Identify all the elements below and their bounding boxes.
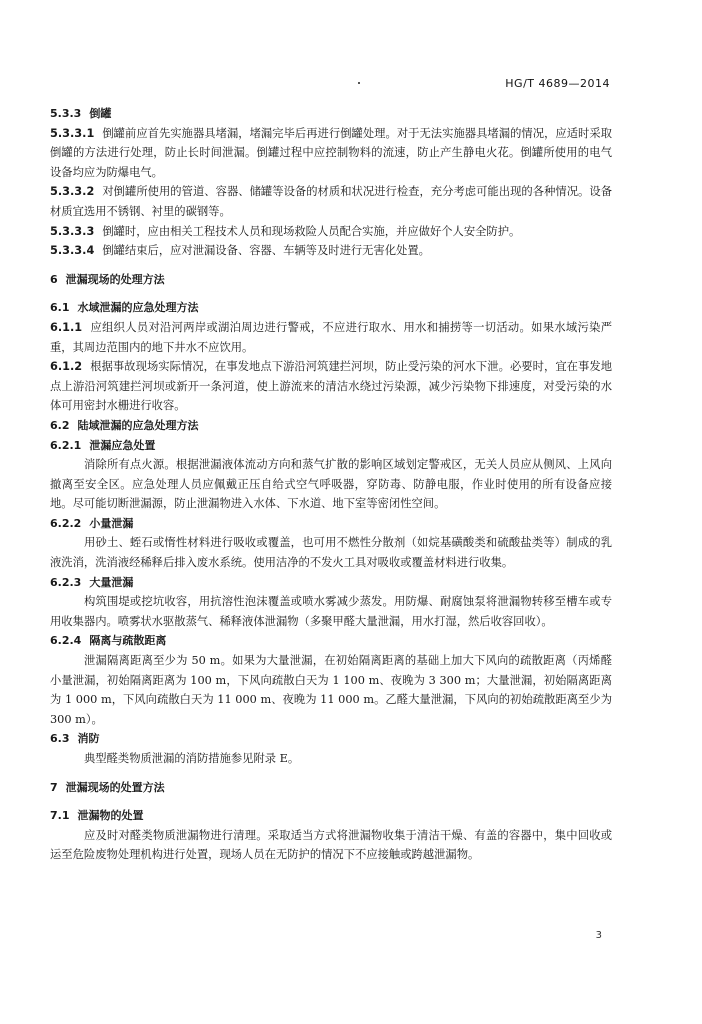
section-number: 6: [50, 272, 58, 286]
paragraph-text: 应组织人员对沿河两岸或湖泊周边进行警戒，不应进行取水、用水和捕捞等一切活动。如果水域污染严重，其周边范围内的地下井水不应饮用。: [50, 320, 612, 354]
paragraph: [50, 241, 612, 261]
section-heading: [50, 298, 612, 318]
section-number: 7.1: [50, 809, 70, 823]
section-number: 6.2.2: [50, 516, 82, 530]
paragraph-text: 倒罐结束后，应对泄漏设备、容器、车辆等及时进行无害化处置。: [102, 244, 430, 258]
paragraph: [50, 826, 612, 865]
paragraph: [50, 182, 612, 221]
section-heading: [50, 416, 612, 436]
section-heading: [50, 436, 612, 456]
paragraph: [50, 749, 612, 769]
section-heading: [50, 631, 612, 651]
section-number: 6.2.1: [50, 438, 82, 452]
paragraph-text: 消除所有点火源。根据泄漏液体流动方向和蒸气扩散的影响区域划定警戒区，无关人员应从侧风、上风向撤离至安全区。应急处理人员应佩戴正压自给式空气呼吸器，穿防毒、防静电服，作业时使用的所有设备应接地。尽可能切断泄漏源，防止泄漏物进入水体、下水道、地下室等密闭性空间。: [50, 458, 612, 511]
scan-speck: [358, 82, 360, 84]
section-gap: [50, 261, 612, 270]
paragraph-text: 泄漏隔离距离至少为 50 m。如果为大量泄漏，在初始隔离距离的基础上加大下风向的疏散距离（丙烯醛小量泄漏，初始隔离距离为 100 m，下风向疏散白天为 1 100 m、夜晚为 3 300 m；大量泄漏，初始隔离距离为 1 000 m，下风向疏散白天为 11 000 m、夜晚为 11 000 m。乙醛大量泄漏，下风向的初始疏散距离至少为 300 m）。: [50, 654, 612, 726]
clause-number: 5.3.3.3: [50, 224, 95, 238]
section-title: 大量泄漏: [89, 575, 134, 589]
paragraph-text: 应及时对醛类物质泄漏物进行清理。采取适当方式将泄漏物收集于清洁干燥、有盖的容器中，集中回收或运至危险废物处理机构进行处置，现场人员在无防护的情况下不应接触或跨越泄漏物。: [50, 828, 612, 862]
paragraph: [50, 592, 612, 631]
section-heading: [50, 778, 612, 798]
clause-number: 6.1.1: [50, 320, 83, 334]
paragraph: [50, 357, 612, 416]
paragraph: [50, 222, 612, 242]
section-title: 泄漏现场的处置方法: [65, 780, 165, 794]
section-title: 小量泄漏: [89, 516, 134, 530]
section-number: 6.2.3: [50, 575, 82, 589]
section-number: 5.3.3: [50, 107, 82, 120]
section-title: 消防: [77, 732, 100, 746]
section-title: 泄漏应急处置: [89, 438, 156, 452]
paragraph-text: 倒罐时，应由相关工程技术人员和现场救险人员配合实施，并应做好个人安全防护。: [102, 224, 521, 238]
section-number: 6.2: [50, 418, 70, 432]
paragraph-text: 根据事故现场实际情况，在事发地点下游沿河筑建拦河坝，防止受污染的河水下泄。必要时，宜在事发地点上游沿河筑建拦河坝或新开一条河道，使上游流来的清洁水绕过污染源，减少污染物下排速度，对受污染的水体可用密封水栅进行收容。: [50, 360, 612, 413]
clause-number: 5.3.3.4: [50, 244, 95, 258]
section-heading: [50, 270, 612, 290]
clause-number: 5.3.3.2: [50, 185, 95, 199]
paragraph-text: 用砂土、蛭石或惰性材料进行吸收或覆盖，也可用不燃性分散剂（如烷基磺酸类和硫酸盐类等）制成的乳液洗消，洗消液经稀释后排入废水系统。使用洁净的不发火工具对吸收或覆盖材料进行收集。: [50, 536, 612, 570]
section-number: 6.1: [50, 301, 70, 315]
document-body: [50, 104, 612, 865]
section-number: 6.2.4: [50, 634, 82, 648]
section-gap: [50, 797, 612, 806]
standard-code: HG/T 4689—2014: [505, 77, 610, 90]
paragraph-text: 典型醛类物质泄漏的消防措施参见附录 E。: [84, 752, 300, 765]
paragraph: [50, 651, 612, 729]
paragraph-text: 构筑围堤或挖坑收容，用抗溶性泡沫覆盖或喷水雾减少蒸发。用防爆、耐腐蚀泵将泄漏物转移至槽车或专用收集器内。喷雾状水驱散蒸气、稀释液体泄漏物（多聚甲醛大量泄漏，用水打湿，然后收容回收）。: [50, 595, 612, 628]
section-title: 倒罐: [89, 107, 112, 120]
section-heading: [50, 573, 612, 593]
section-number: 6.3: [50, 732, 70, 746]
section-heading: [50, 806, 612, 826]
paragraph-text: 对倒罐所使用的管道、容器、储罐等设备的材质和状况进行检查，充分考虑可能出现的各种情况。设备材质宜选用不锈钢、衬里的碳钢等。: [50, 185, 612, 218]
section-heading: [50, 104, 612, 124]
section-title: 泄漏现场的处理方法: [65, 272, 165, 286]
section-gap: [50, 769, 612, 778]
clause-number: 5.3.3.1: [50, 126, 95, 140]
paragraph-text: 倒罐前应首先实施器具堵漏，堵漏完毕后再进行倒罐处理。对于无法实施器具堵漏的情况，应适时采取倒罐的方法进行处理，防止长时间泄漏。倒罐过程中应控制物料的流速，防止产生静电火花。倒罐所使用的电气设备均应为防爆电气。: [50, 126, 612, 179]
clause-number: 6.1.2: [50, 360, 83, 374]
paragraph: [50, 533, 612, 572]
section-gap: [50, 289, 612, 298]
paragraph: [50, 124, 612, 183]
page-number: 3: [595, 930, 602, 941]
paragraph: [50, 455, 612, 514]
section-title: 隔离与疏散距离: [89, 634, 167, 648]
section-number: 7: [50, 780, 58, 794]
section-title: 水域泄漏的应急处理方法: [77, 301, 199, 315]
section-heading: [50, 729, 612, 749]
paragraph: [50, 318, 612, 357]
section-title: 陆域泄漏的应急处理方法: [77, 418, 199, 432]
section-title: 泄漏物的处置: [77, 809, 144, 823]
section-heading: [50, 514, 612, 534]
